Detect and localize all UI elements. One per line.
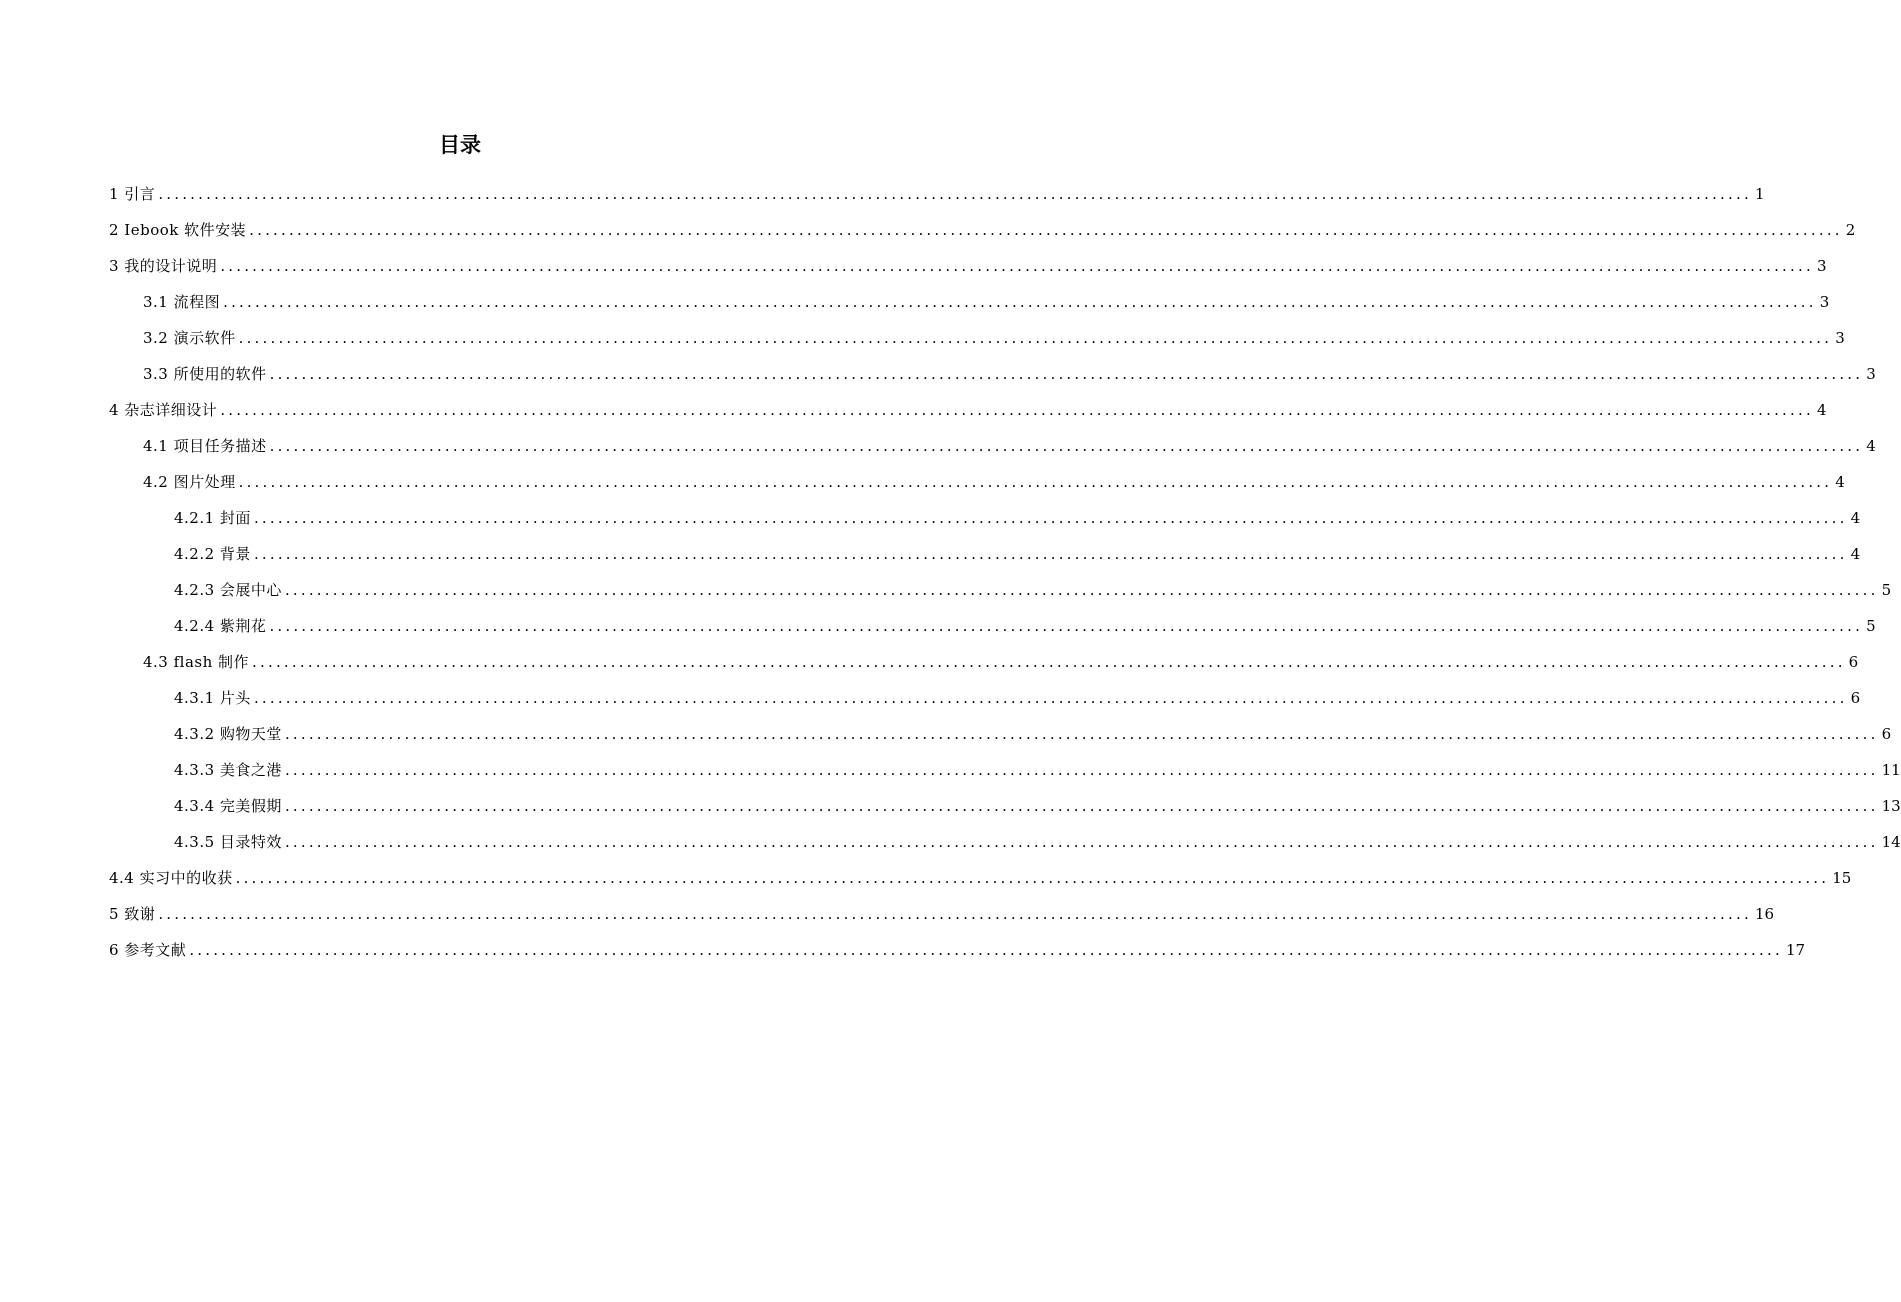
toc-dot-leader: ........................................................................................................................................................................................................ — [220, 401, 1814, 419]
toc-entry-label: 4.2.4 紫荆花 — [174, 617, 267, 635]
toc-entry-page-number: 3 — [1835, 329, 1845, 347]
toc-entry-page-number: 17 — [1785, 941, 1806, 959]
toc-dot-leader: ........................................................................................................................................................................................................ — [158, 905, 1752, 923]
toc-entry-page-number: 1 — [1754, 185, 1765, 203]
toc-entry-label: 4.3.1 片头 — [174, 689, 251, 707]
toc-entry-label: 2 Iebook 软件安装 — [109, 221, 247, 239]
toc-entry-label: 4.3.3 美食之港 — [174, 761, 282, 779]
toc-entry-page-number: 3 — [1866, 365, 1876, 383]
toc-entry-page-number: 4 — [1850, 509, 1861, 527]
toc-entry-label: 6 参考文献 — [109, 941, 187, 959]
toc-entry[interactable] — [0, 572, 1892, 608]
toc-entry-page-number: 4 — [1835, 473, 1845, 491]
toc-entry[interactable] — [0, 392, 1827, 428]
toc-title: 目录 — [439, 133, 481, 157]
toc-entry-page-number: 6 — [1881, 725, 1892, 743]
toc-entry-label: 4.2.1 封面 — [174, 509, 251, 527]
toc-entry-label: 4.1 项目任务描述 — [143, 437, 267, 455]
toc-entry-page-number: 3 — [1816, 257, 1827, 275]
toc-dot-leader: ........................................................................................................................................................................................................ — [158, 185, 1752, 203]
toc-entry-label: 4.2 图片处理 — [143, 473, 236, 491]
toc-dot-leader: ........................................................................................................................................................................................................ — [284, 761, 1879, 779]
toc-entry-label: 4.4 实习中的收获 — [109, 869, 233, 887]
toc-entry[interactable] — [0, 860, 1852, 896]
toc-entry[interactable] — [0, 536, 1861, 572]
toc-entry[interactable] — [0, 644, 1859, 680]
toc-dot-leader: ........................................................................................................................................................................................................ — [252, 653, 1846, 671]
toc-dot-leader: ........................................................................................................................................................................................................ — [235, 869, 1830, 887]
toc-entry[interactable] — [0, 356, 1876, 392]
toc-entry-page-number: 2 — [1845, 221, 1856, 239]
table-of-contents — [0, 176, 1901, 968]
toc-entry[interactable] — [0, 284, 1830, 320]
toc-entry-label: 4.3.2 购物天堂 — [174, 725, 282, 743]
toc-entry-label: 4.3 flash 制作 — [143, 653, 250, 671]
toc-entry-page-number: 6 — [1850, 689, 1861, 707]
toc-dot-leader: ........................................................................................................................................................................................................ — [189, 941, 1783, 959]
toc-entry-page-number: 4 — [1816, 401, 1827, 419]
toc-entry[interactable] — [0, 716, 1892, 752]
toc-entry-label: 4.3.4 完美假期 — [174, 797, 282, 815]
toc-entry-label: 3.2 演示软件 — [143, 329, 236, 347]
toc-dot-leader: ........................................................................................................................................................................................................ — [284, 581, 1879, 599]
toc-entry[interactable] — [0, 788, 1901, 824]
toc-dot-leader: ........................................................................................................................................................................................................ — [284, 725, 1879, 743]
toc-entry-page-number: 4 — [1866, 437, 1876, 455]
toc-entry-label: 3.3 所使用的软件 — [143, 365, 267, 383]
toc-entry-page-number: 6 — [1848, 653, 1859, 671]
toc-entry-page-number: 5 — [1881, 581, 1892, 599]
toc-dot-leader: ........................................................................................................................................................................................................ — [220, 257, 1814, 275]
toc-dot-leader: ........................................................................................................................................................................................................ — [238, 473, 1833, 491]
toc-dot-leader: ........................................................................................................................................................................................................ — [223, 293, 1817, 311]
toc-entry-label: 4.2.2 背景 — [174, 545, 251, 563]
toc-dot-leader: ........................................................................................................................................................................................................ — [269, 617, 1864, 635]
toc-entry[interactable] — [0, 680, 1861, 716]
toc-entry[interactable] — [0, 608, 1876, 644]
toc-entry[interactable] — [0, 932, 1806, 968]
toc-dot-leader: ........................................................................................................................................................................................................ — [253, 545, 1848, 563]
toc-entry-label: 4.3.5 目录特效 — [174, 833, 282, 851]
toc-entry-page-number: 14 — [1881, 833, 1901, 851]
toc-entry[interactable] — [0, 248, 1827, 284]
toc-entry-page-number: 15 — [1832, 869, 1852, 887]
toc-entry[interactable] — [0, 176, 1765, 212]
toc-entry[interactable] — [0, 320, 1845, 356]
toc-entry-label: 1 引言 — [109, 185, 156, 203]
toc-entry[interactable] — [0, 428, 1876, 464]
toc-entry-label: 5 致谢 — [109, 905, 156, 923]
toc-entry-label: 3.1 流程图 — [143, 293, 221, 311]
toc-entry-page-number: 13 — [1881, 797, 1901, 815]
toc-dot-leader: ........................................................................................................................................................................................................ — [284, 797, 1879, 815]
toc-entry-label: 4.2.3 会展中心 — [174, 581, 282, 599]
toc-dot-leader: ........................................................................................................................................................................................................ — [253, 509, 1848, 527]
toc-entry-page-number: 11 — [1881, 761, 1901, 779]
toc-dot-leader: ........................................................................................................................................................................................................ — [284, 833, 1879, 851]
toc-entry[interactable] — [0, 824, 1901, 860]
toc-dot-leader: ........................................................................................................................................................................................................ — [253, 689, 1848, 707]
toc-entry[interactable] — [0, 212, 1856, 248]
toc-dot-leader: ........................................................................................................................................................................................................ — [269, 365, 1864, 383]
toc-entry[interactable] — [0, 500, 1861, 536]
toc-entry[interactable] — [0, 752, 1901, 788]
toc-dot-leader: ........................................................................................................................................................................................................ — [249, 221, 1843, 239]
toc-entry-page-number: 4 — [1850, 545, 1861, 563]
toc-entry-page-number: 5 — [1866, 617, 1876, 635]
toc-entry-page-number: 3 — [1819, 293, 1830, 311]
toc-dot-leader: ........................................................................................................................................................................................................ — [238, 329, 1833, 347]
toc-entry-label: 3 我的设计说明 — [109, 257, 218, 275]
toc-entry-label: 4 杂志详细设计 — [109, 401, 218, 419]
toc-entry-page-number: 16 — [1754, 905, 1775, 923]
toc-entry[interactable] — [0, 464, 1845, 500]
toc-dot-leader: ........................................................................................................................................................................................................ — [269, 437, 1864, 455]
toc-entry[interactable] — [0, 896, 1775, 932]
